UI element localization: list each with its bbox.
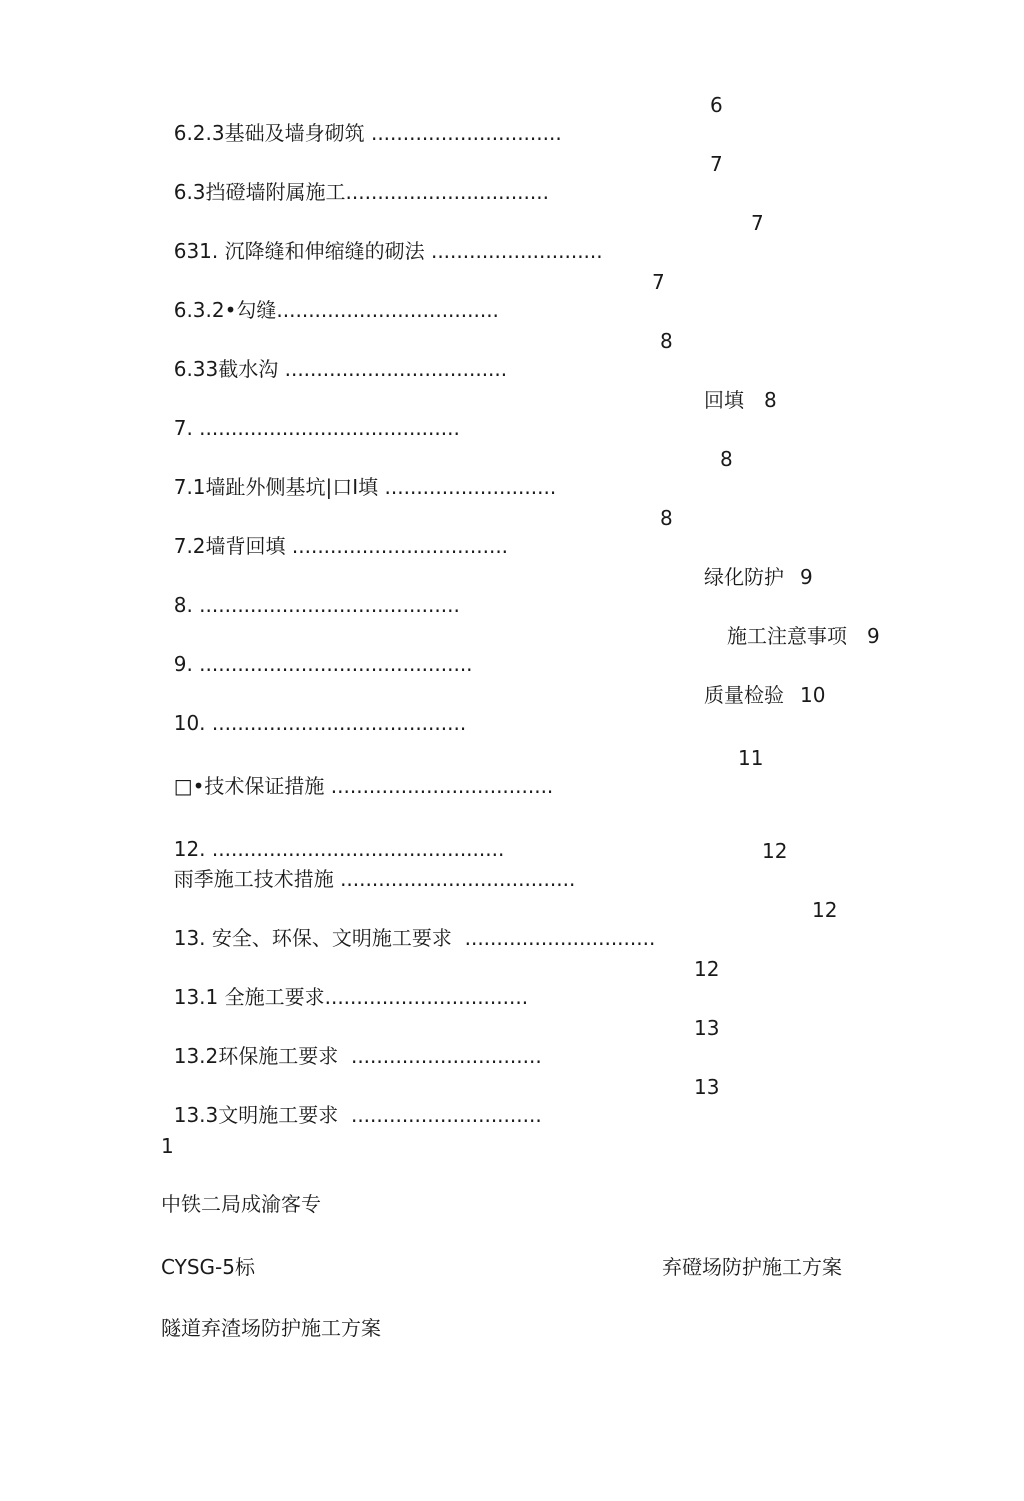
toc-label: 7. — [173, 416, 193, 440]
toc-page: 7 — [751, 211, 764, 235]
toc-label: 6.3挡磴墙附属施工 — [173, 180, 346, 204]
toc-sublabel: 雨季施工技术措施 — [173, 867, 334, 891]
toc-label: 10. — [173, 711, 206, 735]
toc-subline[interactable] — [161, 837, 575, 893]
toc-dots: .............................. — [451, 926, 656, 950]
toc-label: 7.1墙趾外侧基坑|口I填 — [173, 475, 379, 499]
toc-line[interactable] — [161, 445, 556, 501]
toc-dots: .............................. — [338, 1103, 542, 1127]
toc-dots: ................................... — [276, 298, 499, 322]
toc-dots: .............................................. — [205, 837, 505, 861]
toc-dots: ................................ — [324, 985, 529, 1009]
toc-page: 7 — [652, 270, 665, 294]
toc-line[interactable] — [161, 386, 460, 442]
toc-line[interactable] — [161, 744, 553, 800]
toc-page: 8 — [660, 329, 673, 353]
toc-title: 施工注意事项 — [727, 624, 847, 648]
toc-line[interactable] — [161, 150, 549, 206]
toc-line[interactable] — [161, 955, 528, 1011]
toc-page: 12 — [812, 898, 838, 922]
toc-dots: .............................. — [364, 121, 562, 145]
toc-page: 13 — [694, 1016, 720, 1040]
toc-title: 绿化防护 — [704, 565, 784, 589]
toc-line[interactable] — [161, 268, 499, 324]
page-number: 1 — [161, 1134, 174, 1158]
document-title: 隧道弃渣场防护施工方案 — [161, 1316, 381, 1340]
toc-line[interactable] — [161, 622, 473, 678]
toc-dots: .................................. — [285, 534, 509, 558]
toc-page: 12 — [694, 957, 720, 981]
toc-label: 13.2环保施工要求 — [173, 1044, 339, 1068]
toc-dots: ......................................... — [192, 593, 460, 617]
toc-line[interactable] — [161, 563, 460, 619]
header-right-title: 弃磴场防护施工方案 — [662, 1255, 842, 1279]
toc-label: □•技术保证措施 — [173, 774, 325, 798]
toc-page: 7 — [710, 152, 723, 176]
toc-page: 8 — [660, 506, 673, 530]
toc-title: 回填 — [704, 388, 744, 412]
toc-label: 6.3.2•勾缝 — [173, 298, 277, 322]
company-name: 中铁二局成渝客专 — [161, 1192, 321, 1216]
toc-label: 631. 沉降缝和伸缩缝的砌法 — [173, 239, 425, 263]
toc-label: 13.3文明施工要求 — [173, 1103, 339, 1127]
toc-label: 9. — [173, 652, 193, 676]
toc-dots: ......................................... — [192, 416, 460, 440]
toc-label: 13. 安全、环保、文明施工要求 — [173, 926, 452, 950]
toc-page: 6 — [710, 93, 723, 117]
toc-label: 8. — [173, 593, 193, 617]
toc-page: 9 — [800, 565, 813, 589]
toc-line[interactable] — [161, 504, 508, 560]
toc-label: 12. — [173, 837, 206, 861]
toc-dots: ........................................ — [205, 711, 467, 735]
toc-dots: .............................. — [338, 1044, 542, 1068]
toc-dots: ................................ — [345, 180, 549, 204]
toc-page: 11 — [738, 746, 764, 770]
toc-line[interactable] — [161, 896, 655, 952]
toc-dots: ..................................... — [333, 867, 576, 891]
toc-line[interactable] — [161, 1014, 542, 1070]
toc-page: 10 — [800, 683, 826, 707]
toc-line[interactable] — [161, 91, 562, 147]
toc-label: 6.2.3基础及墙身砌筑 — [173, 121, 365, 145]
toc-page: 13 — [694, 1075, 720, 1099]
toc-page: 8 — [764, 388, 777, 412]
toc-page: 8 — [720, 447, 733, 471]
toc-dots: ........................... — [378, 475, 557, 499]
toc-dots: ................................... — [278, 357, 508, 381]
toc-dots: ........................... — [424, 239, 603, 263]
toc-line[interactable] — [161, 209, 603, 265]
toc-label: 7.2墙背回填 — [173, 534, 286, 558]
toc-line[interactable] — [161, 1073, 542, 1129]
toc-label: 13.1 全施工要求 — [173, 985, 325, 1009]
toc-line[interactable] — [161, 681, 466, 737]
toc-label: 6.33截水沟 — [173, 357, 279, 381]
toc-dots: ........................................... — [192, 652, 473, 676]
toc-page: 9 — [867, 624, 880, 648]
section-code: CYSG-5标 — [161, 1255, 255, 1279]
toc-dots: ................................... — [324, 774, 554, 798]
toc-title: 质量检验 — [704, 683, 784, 707]
toc-page: 12 — [762, 839, 788, 863]
toc-line[interactable] — [161, 327, 507, 383]
